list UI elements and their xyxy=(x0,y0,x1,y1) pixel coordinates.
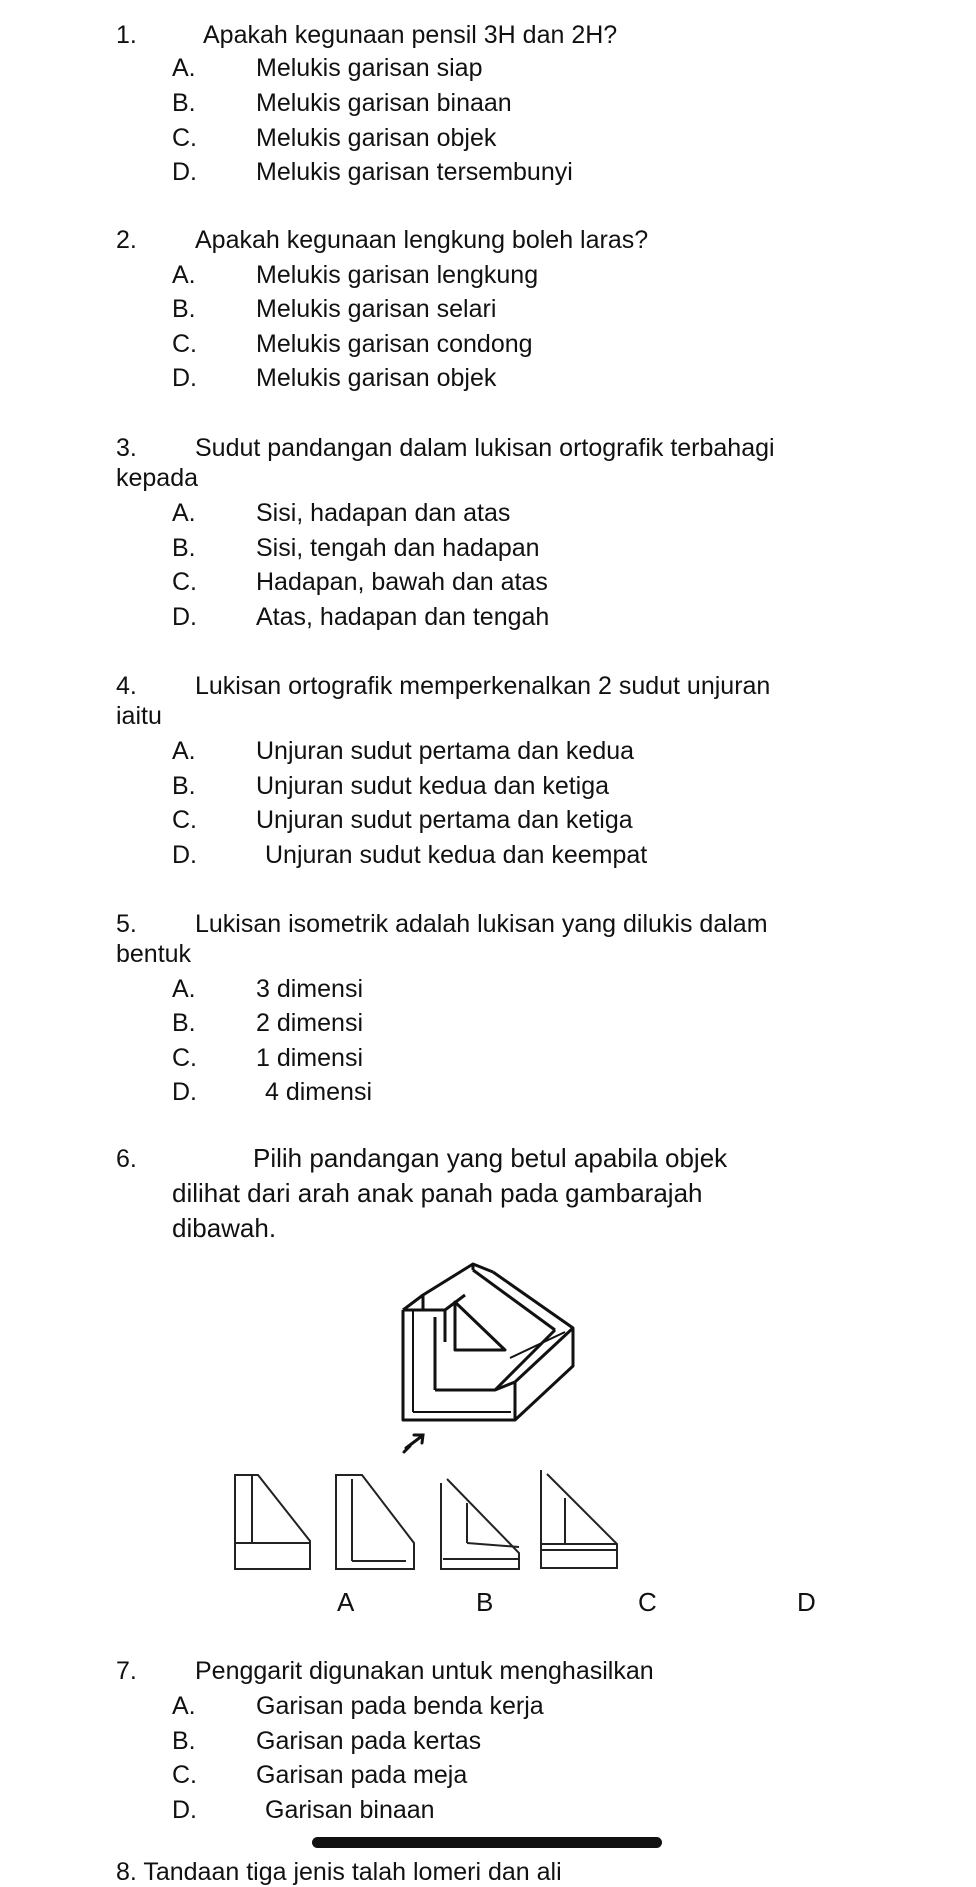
answer-label-d: D xyxy=(797,1587,816,1617)
option-text: Sisi, hadapan dan atas xyxy=(256,499,511,527)
option-text: Melukis garisan objek xyxy=(256,124,497,152)
question-number: 3. xyxy=(116,434,137,462)
question-text: Lukisan ortografik memperkenalkan 2 sudut unjuran xyxy=(195,672,771,700)
option-letter: D. xyxy=(172,603,197,631)
answer-label-b: B xyxy=(476,1587,494,1617)
option-text: Garisan pada meja xyxy=(256,1761,468,1789)
option-letter: B. xyxy=(172,295,196,323)
question-text: Lukisan isometrik adalah lukisan yang dilukis dalam xyxy=(195,910,768,938)
option-text: Unjuran sudut kedua dan ketiga xyxy=(256,772,610,800)
question-text-continuation: iaitu xyxy=(116,702,162,730)
answer-option-d-drawing xyxy=(535,1468,620,1568)
option-text: Melukis garisan selari xyxy=(256,295,497,323)
question-number: 2. xyxy=(116,226,137,254)
option-letter: D. xyxy=(172,1796,197,1824)
option-letter: D. xyxy=(172,841,197,869)
option-letter: D. xyxy=(172,1078,197,1106)
option-text: Melukis garisan siap xyxy=(256,54,483,82)
option-text: Melukis garisan lengkung xyxy=(256,261,539,289)
option-letter: A. xyxy=(172,261,196,289)
question-line: Pilih pandangan yang betul apabila objek xyxy=(253,1143,728,1173)
option-text: Hadapan, bawah dan atas xyxy=(256,568,548,596)
option-text: Garisan pada kertas xyxy=(256,1727,482,1755)
option-text: 2 dimensi xyxy=(256,1009,363,1037)
question-text: Sudut pandangan dalam lukisan ortografik terbahagi xyxy=(195,434,775,462)
option-text: Unjuran sudut pertama dan kedua xyxy=(256,737,635,765)
answer-label-c: C xyxy=(638,1587,657,1617)
option-letter: C. xyxy=(172,1761,197,1789)
option-letter: C. xyxy=(172,1044,197,1072)
option-text: Garisan pada benda kerja xyxy=(256,1692,544,1720)
option-text: 1 dimensi xyxy=(256,1044,363,1072)
view-direction-arrow-icon xyxy=(400,1422,440,1462)
option-text: Melukis garisan condong xyxy=(256,330,533,358)
option-letter: A. xyxy=(172,499,196,527)
answer-label-a: A xyxy=(337,1587,355,1617)
option-text: Atas, hadapan dan tengah xyxy=(256,603,550,631)
option-letter: B. xyxy=(172,1727,196,1755)
option-text: 4 dimensi xyxy=(265,1078,372,1106)
option-letter: B. xyxy=(172,772,196,800)
option-letter: B. xyxy=(172,534,196,562)
option-letter: D. xyxy=(172,158,197,186)
home-indicator[interactable] xyxy=(312,1837,662,1848)
option-letter: A. xyxy=(172,54,196,82)
option-letter: A. xyxy=(172,737,196,765)
option-text: Melukis garisan objek xyxy=(256,364,497,392)
option-text: Garisan binaan xyxy=(265,1796,435,1824)
question-number: 6. xyxy=(116,1145,137,1173)
question-text: Apakah kegunaan pensil 3H dan 2H? xyxy=(203,21,618,49)
option-letter: C. xyxy=(172,330,197,358)
option-letter: C. xyxy=(172,568,197,596)
option-letter: C. xyxy=(172,124,197,152)
question-number: 5. xyxy=(116,910,137,938)
question-text: Apakah kegunaan lengkung boleh laras? xyxy=(195,226,649,254)
question-text: Penggarit digunakan untuk menghasilkan xyxy=(195,1657,654,1685)
option-letter: B. xyxy=(172,1009,196,1037)
option-text: Unjuran sudut kedua dan keempat xyxy=(265,841,648,869)
option-letter: C. xyxy=(172,806,197,834)
option-text: Melukis garisan tersembunyi xyxy=(256,158,573,186)
question-number: 4. xyxy=(116,672,137,700)
option-letter: B. xyxy=(172,89,196,117)
option-text: Sisi, tengah dan hadapan xyxy=(256,534,540,562)
question-text xyxy=(172,1141,832,1246)
question-text-continuation: kepada xyxy=(116,464,199,492)
option-letter: A. xyxy=(172,975,196,1003)
answer-option-b-drawing xyxy=(332,1473,417,1573)
answer-option-c-drawing xyxy=(437,1473,522,1573)
option-letter: A. xyxy=(172,1692,196,1720)
question-line: dilihat dari arah anak panah pada gambarajah xyxy=(172,1178,703,1208)
option-text: 3 dimensi xyxy=(256,975,363,1003)
question-number: 1. xyxy=(116,21,137,49)
option-letter: D. xyxy=(172,364,197,392)
question-number: 7. xyxy=(116,1657,137,1685)
option-text: Melukis garisan binaan xyxy=(256,89,512,117)
question-line: dibawah. xyxy=(172,1213,277,1243)
option-text: Unjuran sudut pertama dan ketiga xyxy=(256,806,633,834)
answer-option-a-drawing xyxy=(232,1473,312,1573)
cut-off-next-question: 8. Tandaan tiga jenis talah lomeri dan ali xyxy=(116,1858,562,1886)
question-text-continuation: bentuk xyxy=(116,940,192,968)
